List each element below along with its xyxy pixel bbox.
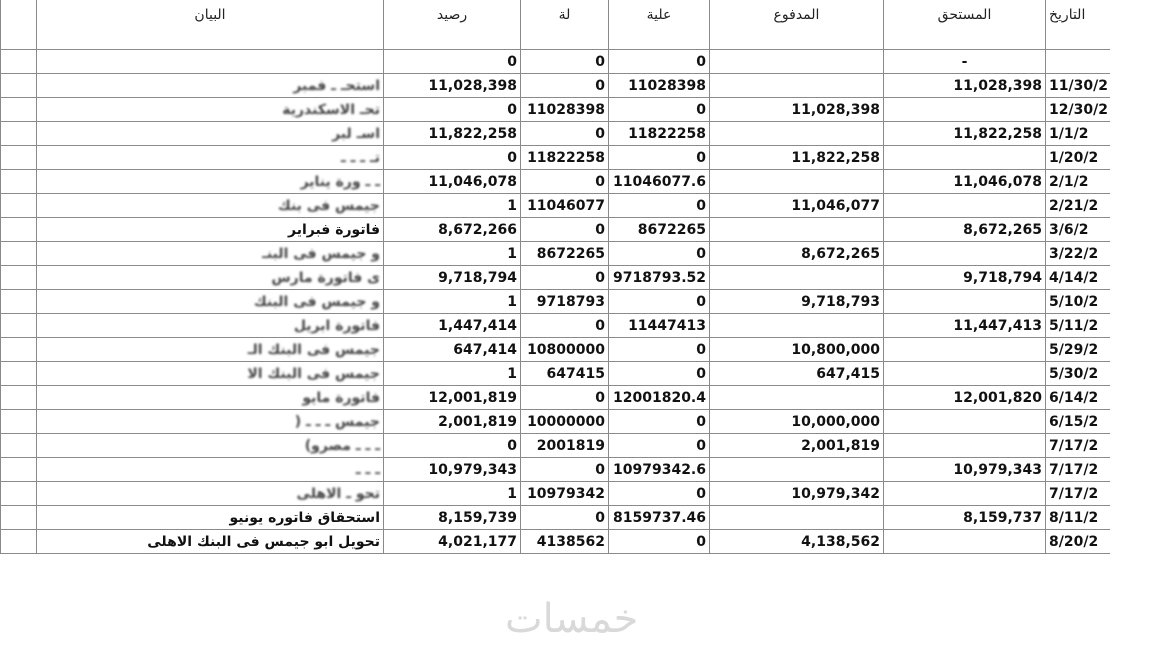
cell-due[interactable]: 8,159,737: [884, 506, 1046, 530]
cell-description[interactable]: تحو ـ الاهلى: [37, 482, 384, 506]
cell-paid[interactable]: [710, 50, 884, 74]
cell-due[interactable]: 10,979,343: [884, 458, 1046, 482]
cell-date[interactable]: 3/6/2: [1046, 218, 1111, 242]
cell-description[interactable]: تحـ الاسكندرية: [37, 98, 384, 122]
table-row: [1, 386, 1111, 410]
cell-description[interactable]: جيمس فى بنك: [37, 194, 384, 218]
row-gutter: [1, 122, 37, 146]
cell-debit[interactable]: 0: [609, 530, 710, 554]
cell-paid[interactable]: 10,000,000: [710, 410, 884, 434]
cell-credit[interactable]: 11822258: [521, 146, 609, 170]
cell-description[interactable]: جيمس ـ ـ ـ (: [37, 410, 384, 434]
cell-due[interactable]: [884, 194, 1046, 218]
cell-debit[interactable]: 8672265: [609, 218, 710, 242]
cell-debit[interactable]: 0: [609, 242, 710, 266]
cell-credit[interactable]: 10000000: [521, 410, 609, 434]
cell-due[interactable]: -: [884, 50, 1046, 74]
cell-due[interactable]: [884, 482, 1046, 506]
row-gutter: [1, 290, 37, 314]
cell-date[interactable]: 5/11/2: [1046, 314, 1111, 338]
cell-balance[interactable]: 1: [384, 194, 521, 218]
cell-credit[interactable]: 0: [521, 458, 609, 482]
cell-credit[interactable]: 2001819: [521, 434, 609, 458]
cell-debit[interactable]: 11447413: [609, 314, 710, 338]
cell-date[interactable]: 5/29/2: [1046, 338, 1111, 362]
cell-due[interactable]: 11,822,258: [884, 122, 1046, 146]
table-row: [1, 458, 1111, 482]
cell-credit[interactable]: 0: [521, 506, 609, 530]
cell-paid[interactable]: 11,822,258: [710, 146, 884, 170]
cell-credit[interactable]: 0: [521, 218, 609, 242]
cell-balance[interactable]: 0: [384, 98, 521, 122]
cell-paid[interactable]: [710, 386, 884, 410]
row-gutter: [1, 458, 37, 482]
cell-paid[interactable]: [710, 218, 884, 242]
cell-paid[interactable]: 10,800,000: [710, 338, 884, 362]
cell-date[interactable]: 7/17/2: [1046, 482, 1111, 506]
cell-balance[interactable]: 647,414: [384, 338, 521, 362]
row-gutter: [1, 434, 37, 458]
cell-balance[interactable]: 8,672,266: [384, 218, 521, 242]
row-gutter: [1, 242, 37, 266]
col-header-date[interactable]: التاريخ: [1046, 0, 1111, 50]
cell-debit[interactable]: 12001820.4: [609, 386, 710, 410]
row-gutter: [1, 314, 37, 338]
cell-due[interactable]: [884, 98, 1046, 122]
watermark-logo: خمسات: [505, 596, 639, 642]
cell-date[interactable]: 2/1/2: [1046, 170, 1111, 194]
cell-due[interactable]: 11,046,078: [884, 170, 1046, 194]
cell-due[interactable]: [884, 242, 1046, 266]
cell-balance[interactable]: 10,979,343: [384, 458, 521, 482]
cell-balance[interactable]: 11,046,078: [384, 170, 521, 194]
cell-debit[interactable]: 11822258: [609, 122, 710, 146]
cell-credit[interactable]: 0: [521, 314, 609, 338]
cell-description[interactable]: فاتورة ابريل: [37, 314, 384, 338]
cell-debit[interactable]: 9718793.52: [609, 266, 710, 290]
col-header-balance[interactable]: رصيد: [384, 0, 521, 50]
cell-description[interactable]: اسـ لبر: [37, 122, 384, 146]
cell-balance[interactable]: 1: [384, 290, 521, 314]
cell-balance[interactable]: 1: [384, 242, 521, 266]
cell-credit[interactable]: 647415: [521, 362, 609, 386]
cell-credit[interactable]: 8672265: [521, 242, 609, 266]
cell-date[interactable]: 5/10/2: [1046, 290, 1111, 314]
cell-description[interactable]: و جيمس فى البنك: [37, 290, 384, 314]
table-row: [1, 338, 1111, 362]
cell-date[interactable]: 8/20/2: [1046, 530, 1111, 554]
cell-description[interactable]: استحـ ـ فمبر: [37, 74, 384, 98]
row-gutter: [1, 74, 37, 98]
cell-date[interactable]: 1/20/2: [1046, 146, 1111, 170]
table-row: [1, 314, 1111, 338]
cell-date[interactable]: 6/14/2: [1046, 386, 1111, 410]
cell-description[interactable]: ـ ـ ـ: [37, 458, 384, 482]
cell-due[interactable]: [884, 410, 1046, 434]
cell-description[interactable]: استحقاق فاتوره يونيو: [37, 506, 384, 530]
cell-balance[interactable]: 0: [384, 50, 521, 74]
cell-balance[interactable]: 2,001,819: [384, 410, 521, 434]
table-row: [1, 146, 1111, 170]
cell-debit[interactable]: 0: [609, 290, 710, 314]
col-header-credit[interactable]: لة: [521, 0, 609, 50]
cell-paid[interactable]: [710, 506, 884, 530]
table-row: [1, 266, 1111, 290]
row-gutter: [1, 386, 37, 410]
cell-due[interactable]: 9,718,794: [884, 266, 1046, 290]
cell-date[interactable]: 4/14/2: [1046, 266, 1111, 290]
cell-due[interactable]: [884, 530, 1046, 554]
cell-balance[interactable]: 1: [384, 362, 521, 386]
cell-debit[interactable]: 8159737.46: [609, 506, 710, 530]
cell-due[interactable]: 12,001,820: [884, 386, 1046, 410]
table-row: [1, 170, 1111, 194]
table-row: [1, 218, 1111, 242]
cell-paid[interactable]: 2,001,819: [710, 434, 884, 458]
cell-debit[interactable]: 0: [609, 482, 710, 506]
cell-due[interactable]: [884, 434, 1046, 458]
cell-debit[interactable]: 11046077.6: [609, 170, 710, 194]
cell-credit[interactable]: 0: [521, 122, 609, 146]
cell-paid[interactable]: [710, 266, 884, 290]
cell-balance[interactable]: 0: [384, 146, 521, 170]
cell-paid[interactable]: 647,415: [710, 362, 884, 386]
cell-debit[interactable]: 10979342.6: [609, 458, 710, 482]
cell-credit[interactable]: 0: [521, 386, 609, 410]
cell-due[interactable]: [884, 338, 1046, 362]
row-gutter: [1, 194, 37, 218]
cell-description[interactable]: [37, 50, 384, 74]
cell-paid[interactable]: [710, 74, 884, 98]
cell-debit[interactable]: 0: [609, 362, 710, 386]
cell-date[interactable]: 7/17/2: [1046, 434, 1111, 458]
cell-debit[interactable]: 0: [609, 410, 710, 434]
cell-description[interactable]: ى فاتورة مارس: [37, 266, 384, 290]
cell-paid[interactable]: 11,046,077: [710, 194, 884, 218]
table-row: [1, 194, 1111, 218]
cell-credit[interactable]: 10979342: [521, 482, 609, 506]
cell-description[interactable]: ـ ـ ورة يناير: [37, 170, 384, 194]
cell-description[interactable]: تـ ـ ـ ـ: [37, 146, 384, 170]
col-header-due[interactable]: المستحق: [884, 0, 1046, 50]
row-gutter: [1, 0, 37, 50]
cell-due[interactable]: 11,447,413: [884, 314, 1046, 338]
row-gutter: [1, 50, 37, 74]
table-row: [1, 410, 1111, 434]
cell-balance[interactable]: 1: [384, 482, 521, 506]
col-header-paid[interactable]: المدفوع: [710, 0, 884, 50]
table-row: [1, 74, 1111, 98]
cell-paid[interactable]: [710, 122, 884, 146]
row-gutter: [1, 362, 37, 386]
row-gutter: [1, 146, 37, 170]
row-gutter: [1, 170, 37, 194]
cell-due[interactable]: [884, 146, 1046, 170]
cell-balance[interactable]: 4,021,177: [384, 530, 521, 554]
cell-paid[interactable]: 11,028,398: [710, 98, 884, 122]
cell-description[interactable]: جيمس فى البنك الـ: [37, 338, 384, 362]
cell-date[interactable]: 11/30/2: [1046, 74, 1111, 98]
row-gutter: [1, 98, 37, 122]
cell-description[interactable]: فاتورة مايو: [37, 386, 384, 410]
cell-debit[interactable]: 0: [609, 338, 710, 362]
cell-balance[interactable]: 12,001,819: [384, 386, 521, 410]
cell-paid[interactable]: 4,138,562: [710, 530, 884, 554]
cell-description[interactable]: جيمس فى البنك الا: [37, 362, 384, 386]
cell-date[interactable]: 5/30/2: [1046, 362, 1111, 386]
cell-balance[interactable]: 11,028,398: [384, 74, 521, 98]
cell-balance[interactable]: 1,447,414: [384, 314, 521, 338]
row-gutter: [1, 506, 37, 530]
cell-paid[interactable]: 8,672,265: [710, 242, 884, 266]
cell-credit[interactable]: 11028398: [521, 98, 609, 122]
cell-debit[interactable]: 0: [609, 50, 710, 74]
cell-debit[interactable]: 0: [609, 434, 710, 458]
cell-date[interactable]: 12/30/2: [1046, 98, 1111, 122]
cell-date[interactable]: 2/21/2: [1046, 194, 1111, 218]
cell-date[interactable]: 1/1/2: [1046, 122, 1111, 146]
cell-credit[interactable]: 0: [521, 266, 609, 290]
cell-paid[interactable]: 10,979,342: [710, 482, 884, 506]
cell-credit[interactable]: 9718793: [521, 290, 609, 314]
table-row: [1, 98, 1111, 122]
table-row: [1, 482, 1111, 506]
cell-credit[interactable]: 4138562: [521, 530, 609, 554]
cell-paid[interactable]: [710, 458, 884, 482]
cell-description[interactable]: و جيمس فى البنـ: [37, 242, 384, 266]
cell-debit[interactable]: 0: [609, 194, 710, 218]
cell-due[interactable]: 8,672,265: [884, 218, 1046, 242]
table-row: [1, 362, 1111, 386]
row-gutter: [1, 410, 37, 434]
cell-balance[interactable]: 0: [384, 434, 521, 458]
cell-date[interactable]: 3/22/2: [1046, 242, 1111, 266]
cell-due[interactable]: [884, 290, 1046, 314]
row-gutter: [1, 530, 37, 554]
cell-date[interactable]: [1046, 50, 1111, 74]
col-header-description[interactable]: البيان: [37, 0, 384, 50]
cell-paid[interactable]: [710, 170, 884, 194]
cell-paid[interactable]: [710, 314, 884, 338]
table-row: [1, 50, 1111, 74]
table-row: [1, 242, 1111, 266]
cell-debit[interactable]: 0: [609, 146, 710, 170]
table-row: [1, 434, 1111, 458]
cell-credit[interactable]: 0: [521, 50, 609, 74]
table-row: [1, 290, 1111, 314]
row-gutter: [1, 218, 37, 242]
cell-date[interactable]: 8/11/2: [1046, 506, 1111, 530]
cell-description[interactable]: فاتورة فبراير: [37, 218, 384, 242]
cell-credit[interactable]: 0: [521, 170, 609, 194]
row-gutter: [1, 482, 37, 506]
cell-credit[interactable]: 10800000: [521, 338, 609, 362]
cell-due[interactable]: [884, 362, 1046, 386]
row-gutter: [1, 338, 37, 362]
cell-debit[interactable]: 0: [609, 98, 710, 122]
row-gutter: [1, 266, 37, 290]
cell-description[interactable]: تحويل ابو جيمس فى البنك الاهلى: [37, 530, 384, 554]
header-row: [1, 0, 1111, 50]
cell-paid[interactable]: 9,718,793: [710, 290, 884, 314]
cell-credit[interactable]: 0: [521, 74, 609, 98]
table-row: [1, 530, 1111, 554]
cell-credit[interactable]: 11046077: [521, 194, 609, 218]
col-header-debit[interactable]: علية: [609, 0, 710, 50]
cell-description[interactable]: ـ ـ ـ مصرو): [37, 434, 384, 458]
cell-date[interactable]: 6/15/2: [1046, 410, 1111, 434]
cell-debit[interactable]: 11028398: [609, 74, 710, 98]
cell-balance[interactable]: 11,822,258: [384, 122, 521, 146]
table-row: [1, 122, 1111, 146]
cell-balance[interactable]: 8,159,739: [384, 506, 521, 530]
cell-balance[interactable]: 9,718,794: [384, 266, 521, 290]
cell-date[interactable]: 7/17/2: [1046, 458, 1111, 482]
table-row: [1, 506, 1111, 530]
cell-due[interactable]: 11,028,398: [884, 74, 1046, 98]
